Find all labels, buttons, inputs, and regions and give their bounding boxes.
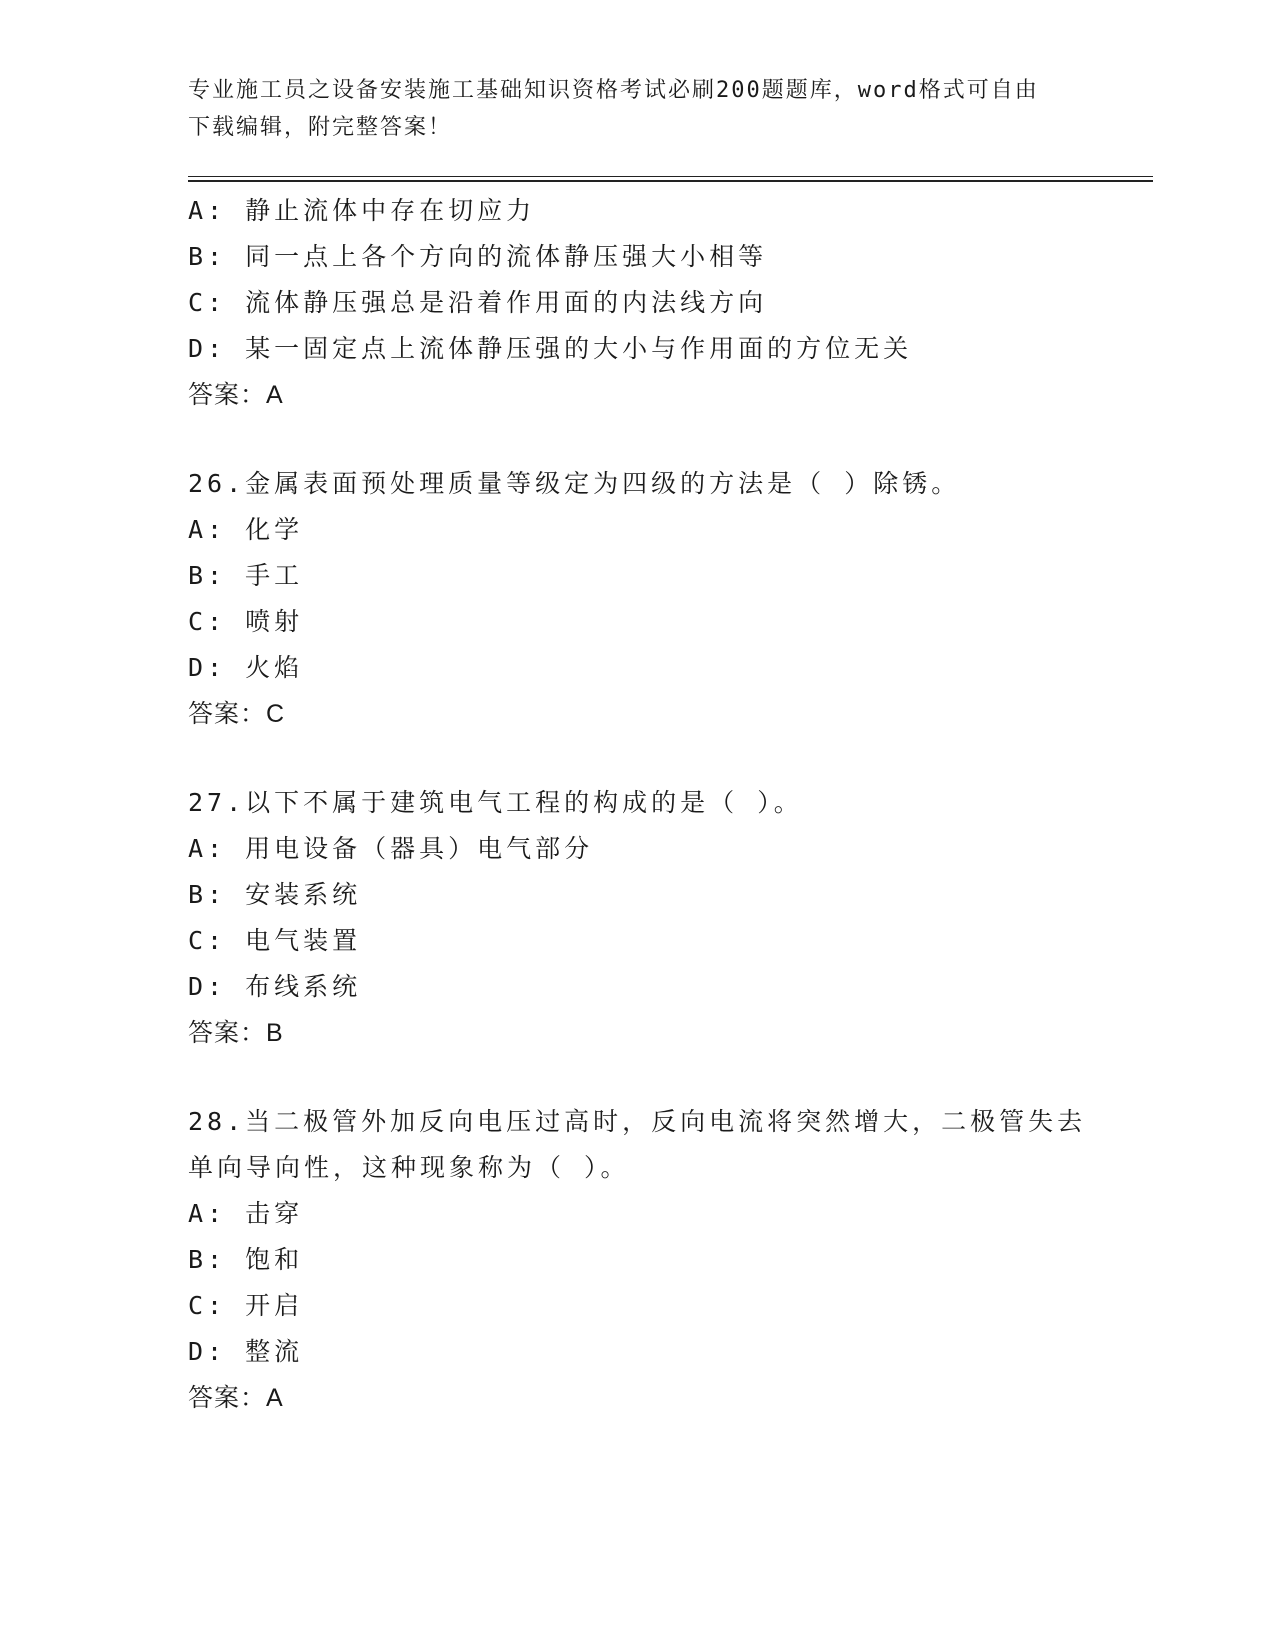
option-b: B: 饱和 <box>188 1245 304 1274</box>
question-block-25 <box>188 188 1088 418</box>
option-c: C: 流体静压强总是沿着作用面的内法线方向 <box>188 288 768 317</box>
spacer <box>188 418 1088 461</box>
option-d: D: 整流 <box>188 1337 304 1366</box>
question-block-26 <box>188 461 1088 737</box>
spacer <box>188 737 1088 780</box>
header-line-2: 下载编辑，附完整答案！ <box>188 115 453 140</box>
option-c: C: 电气装置 <box>188 926 362 955</box>
question-text: 27.以下不属于建筑电气工程的构成的是（ ）。 <box>188 788 803 817</box>
option-a: A: 击穿 <box>188 1199 304 1228</box>
spacer <box>188 1056 1088 1099</box>
answer-line: 答案：A <box>188 381 284 409</box>
question-text: 26.金属表面预处理质量等级定为四级的方法是（ ）除锈。 <box>188 469 961 498</box>
answer-line: 答案：B <box>188 1019 284 1047</box>
option-d: D: 某一固定点上流体静压强的大小与作用面的方位无关 <box>188 334 913 363</box>
option-a: A: 静止流体中存在切应力 <box>188 196 536 225</box>
option-a: A: 化学 <box>188 515 304 544</box>
question-block-27 <box>188 780 1088 1056</box>
answer-line: 答案：C <box>188 700 286 728</box>
header-divider-thin <box>188 176 1153 177</box>
answer-line: 答案：A <box>188 1384 284 1412</box>
option-d: D: 火焰 <box>188 653 304 682</box>
question-text-line-2: 单向导向性，这种现象称为（ ）。 <box>188 1153 630 1182</box>
option-b: B: 安装系统 <box>188 880 362 909</box>
document-header <box>188 72 1068 146</box>
question-text-line-1: 28.当二极管外加反向电压过高时，反向电流将突然增大，二极管失去 <box>188 1107 1087 1136</box>
question-block-28 <box>188 1099 1088 1421</box>
option-b: B: 同一点上各个方向的流体静压强大小相等 <box>188 242 768 271</box>
option-c: C: 喷射 <box>188 607 304 636</box>
option-a: A: 用电设备（器具）电气部分 <box>188 834 594 863</box>
header-line-1: 专业施工员之设备安装施工基础知识资格考试必刷200题题库，word格式可自由 <box>188 78 1039 103</box>
option-d: D: 布线系统 <box>188 972 362 1001</box>
question-list <box>188 188 1088 1421</box>
option-c: C: 开启 <box>188 1291 304 1320</box>
option-b: B: 手工 <box>188 561 304 590</box>
header-divider-thick <box>188 180 1153 182</box>
